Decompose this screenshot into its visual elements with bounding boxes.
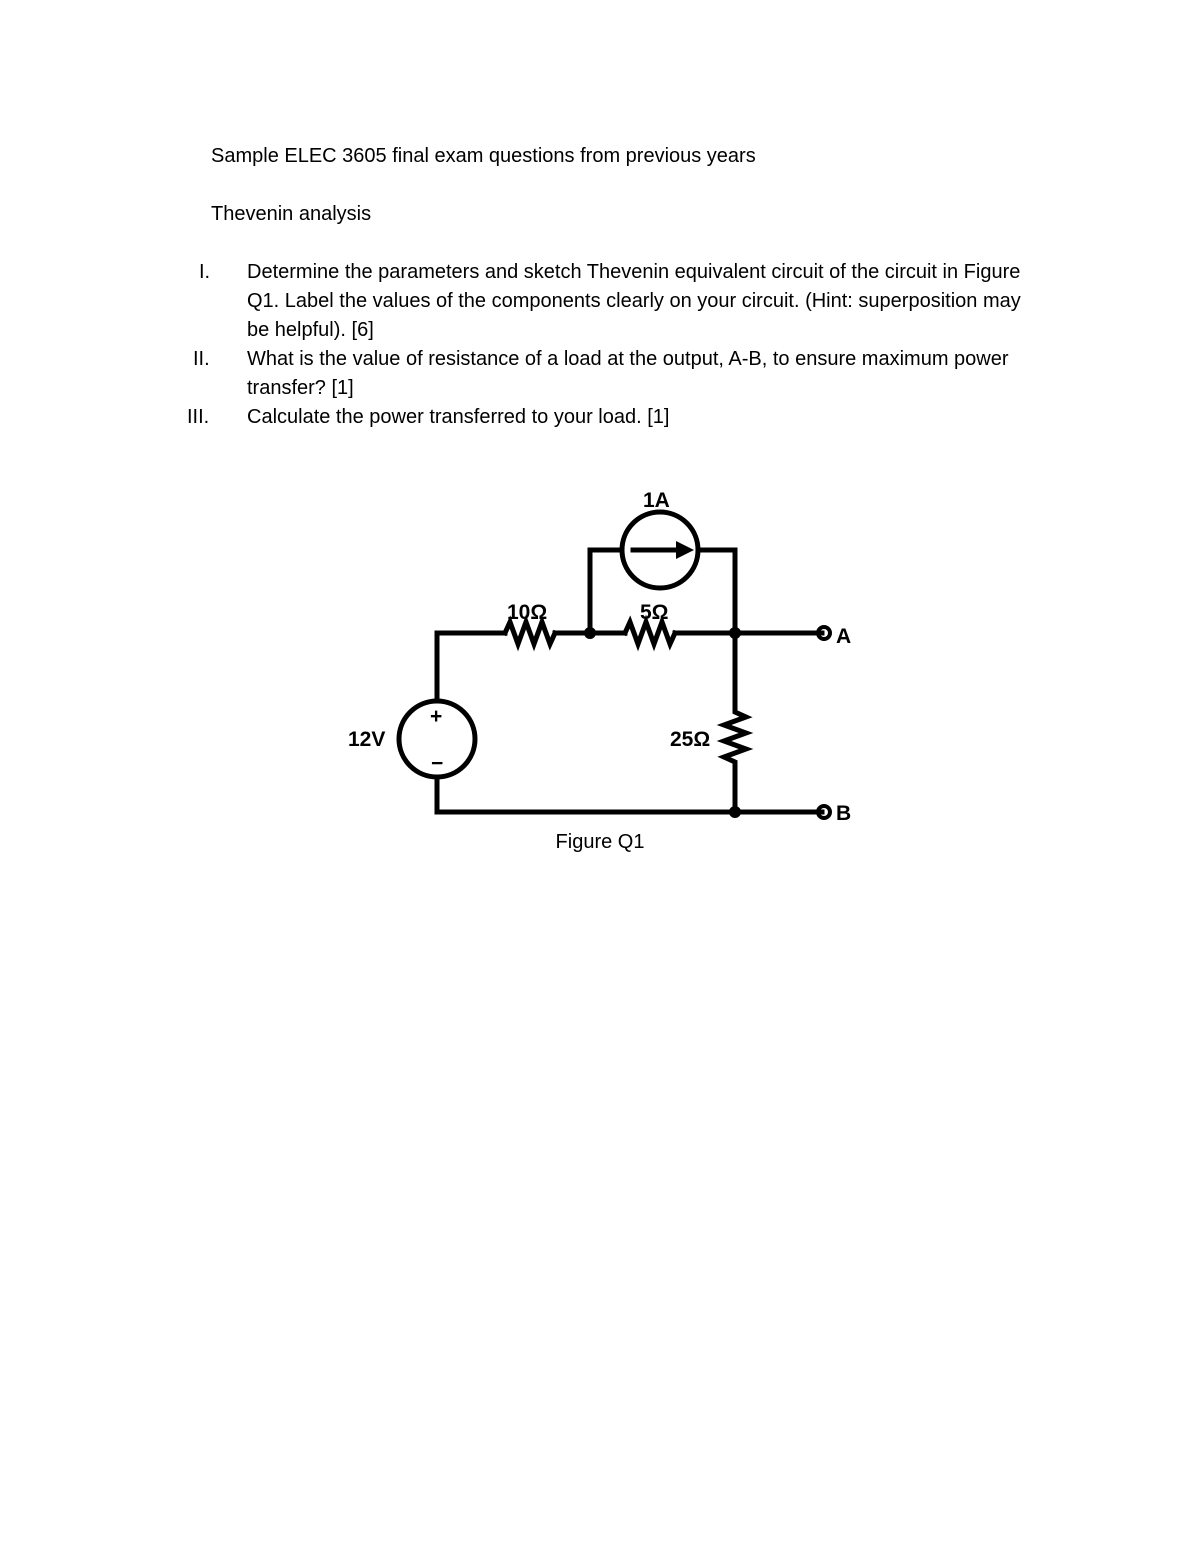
question-item <box>0 345 1200 403</box>
question-text: What is the value of resistance of a load at the output, A-B, to ensure maximum power transfer? [1] <box>247 348 1009 399</box>
wire-top-left <box>437 633 505 700</box>
wire-source-right <box>698 550 735 633</box>
label-terminal-a: A <box>836 625 852 648</box>
resistor-5-ohm <box>625 622 675 644</box>
label-voltage-source: 12V <box>348 728 386 751</box>
junction-dot <box>584 627 596 639</box>
current-arrow-head <box>676 541 694 559</box>
junction-dot <box>729 627 741 639</box>
resistor-10-ohm <box>505 622 555 644</box>
question-numeral <box>0 403 212 432</box>
section-title: Thevenin analysis <box>211 203 372 225</box>
question-numeral-text: II. <box>193 348 210 370</box>
circuit-diagram <box>330 478 870 858</box>
junction-dot <box>729 806 741 818</box>
question-item <box>0 258 1200 345</box>
figure-caption: Figure Q1 <box>555 831 645 853</box>
label-r1: 10Ω <box>507 601 548 624</box>
resistor-25-ohm <box>724 633 746 812</box>
label-r2: 5Ω <box>640 601 669 624</box>
wire-source-left <box>590 550 622 633</box>
document-title: Sample ELEC 3605 final exam questions from previous years <box>211 145 756 167</box>
label-current-source: 1A <box>643 489 670 512</box>
question-numeral-text: III. <box>187 406 210 428</box>
question-text: Calculate the power transferred to your load. [1] <box>247 406 670 428</box>
question-list <box>0 258 1200 432</box>
label-terminal-b: B <box>836 802 852 825</box>
wire-bottom <box>437 778 822 812</box>
question-numeral <box>0 258 212 287</box>
question-item <box>0 403 1200 432</box>
label-minus: − <box>431 752 444 775</box>
question-numeral <box>0 345 212 374</box>
question-text: Determine the parameters and sketch Thevenin equivalent circuit of the circuit in Figure Q1. Label the values of the components clearly on your circuit. (Hint: superposition may be helpful). [6] <box>247 261 1021 341</box>
label-r3: 25Ω <box>670 728 711 751</box>
label-plus: + <box>430 705 443 728</box>
question-numeral-text: I. <box>199 261 211 283</box>
circuit-figure <box>330 478 870 858</box>
